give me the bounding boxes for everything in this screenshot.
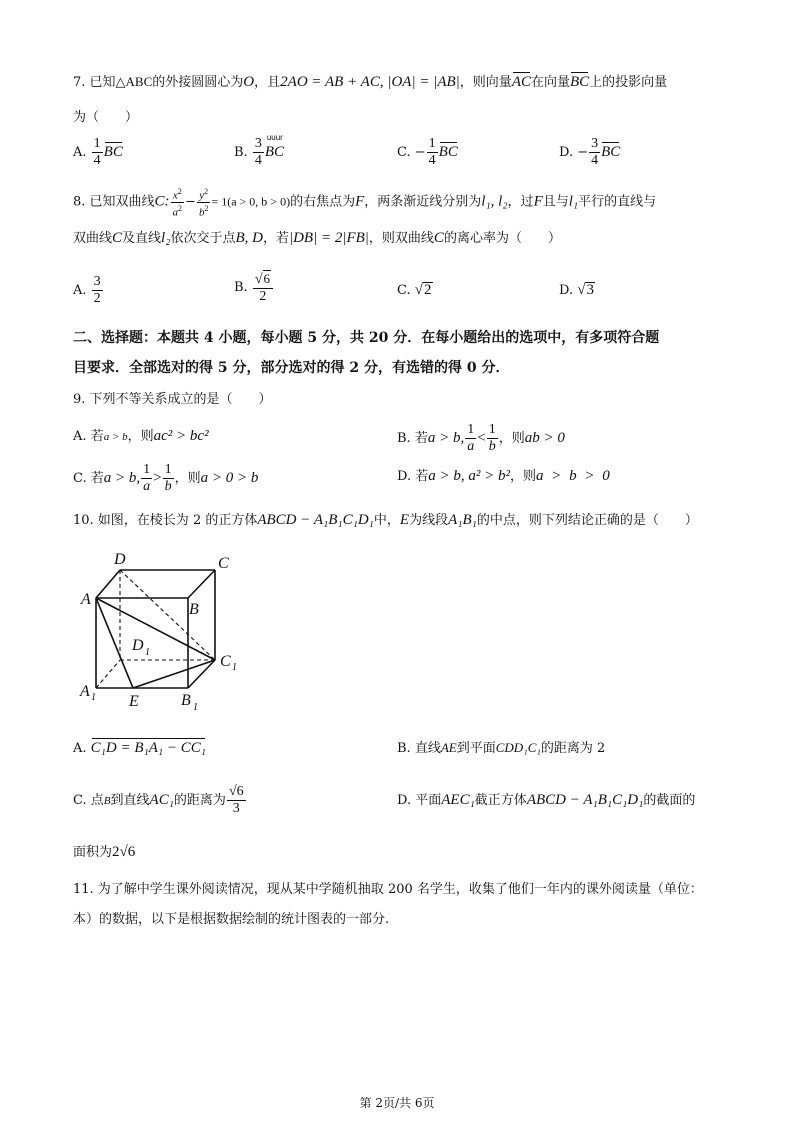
label-B1: B [181,692,191,709]
q9-stem: 9. 下列不等关系成立的是（ ） [73,392,272,407]
q7-option-d[interactable]: D. − $\frac{3}{4}$ BC [559,136,621,168]
q8-stem-line1: 8. 已知双曲线C: $\frac{x^2}{a^2}$ − $\frac{y^2}{b^2}$ = 1(a > 0, b > 0)的右焦点为F，两条渐近线分别为l₁, l₂，过F且与l₁平行的直线与 [73,187,657,219]
q9-option-d[interactable]: D. 若a > b, a² > b²，则a > b > 0 [397,468,610,484]
label-C1: C [220,653,231,670]
q10-option-c[interactable]: C. 点B到直线AC₁的距离为 $\frac{√6}{3}$ [73,784,244,816]
svg-text:1: 1 [145,647,150,658]
q11-stem-line2: 本）的数据，以下是根据数据绘制的统计图表的一部分. [73,912,390,927]
q8-option-a[interactable]: A. $\frac{3}{2}$ [73,274,101,306]
label-B: B [189,601,199,618]
svg-text:1: 1 [91,692,96,703]
q7-vector-condition: 2AO = AB + AC, |OA| = |AB| [280,74,460,90]
q10-option-d[interactable]: D. 平面AEC₁截正方体ABCD − A₁B₁C₁D₁的截面的 [397,792,696,808]
q8-stem-line2: 双曲线C及直线l₂依次交于点B, D，若|DB| = 2|FB|，则双曲线C的离心率为（ ） [73,230,561,246]
label-A1: A [80,683,90,700]
label-D1: D [132,637,144,654]
section2-heading-line2: 目要求．全部选对的得 5 分，部分选对的得 2 分，有选错的得 0 分． [73,360,510,376]
q8-option-d[interactable]: D. √3 [559,282,594,298]
q9-option-b[interactable]: B. 若a > b, $\frac{1}{a}$ < $\frac{1}{b}$ ，则ab > 0 [397,422,565,454]
q10-stem: 10. 如图，在棱长为 2 的正方体ABCD − A₁B₁C₁D₁中，E为线段A₁B₁的中点，则下列结论正确的是（ ） [73,512,698,528]
q10-option-b[interactable]: B. 直线AE到平面CDD₁C₁的距离为 2 [397,740,606,756]
label-A: A [81,591,91,608]
q8-option-c[interactable]: C. √2 [397,282,432,298]
q7-option-a[interactable]: A. $\frac{1}{4}$ BC [73,136,123,168]
q7-option-b[interactable]: B. $\frac{3}{4}$ uuur BC [234,133,284,168]
label-E: E [129,693,139,710]
section2-heading-line1: 二、选择题：本题共 4 小题，每小题 5 分，共 20 分．在每小题给出的选项中，有多项符合题 [73,330,660,346]
q11-stem-line1: 11. 为了解中学生课外阅读情况，现从某中学随机抽取 200 名学生，收集了他们一年内的课外阅读量（单位： [73,882,703,897]
q9-option-a[interactable]: A. 若a > b，则ac² > bc² [73,428,209,444]
svg-text:1: 1 [232,662,237,673]
q7-stem-line1: 7. 已知△ABC的外接圆圆心为O，且2AO = AB + AC, |OA| = |AB|，则向量AC在向量BC上的投影向量 [73,74,668,90]
q10-option-a[interactable]: A. C₁D = B₁A₁ − CC₁ [73,740,206,756]
q8-option-b[interactable]: B. $\frac{√6}{2}$ [234,270,274,305]
page-footer: 第 2页/共 6页 [359,1096,435,1110]
label-D: D [114,551,126,568]
label-C: C [218,555,229,572]
q7-stem-line2: 为（ ） [73,110,139,125]
q7-option-c[interactable]: C. − $\frac{1}{4}$ BC [397,136,458,168]
q10-option-d-continued: 面积为2√6 [73,844,136,860]
svg-text:1: 1 [193,702,198,713]
cube-figure [76,548,246,718]
q9-option-c[interactable]: C. 若a > b, $\frac{1}{a}$ > $\frac{1}{b}$ ，则a > 0 > b [73,462,259,494]
